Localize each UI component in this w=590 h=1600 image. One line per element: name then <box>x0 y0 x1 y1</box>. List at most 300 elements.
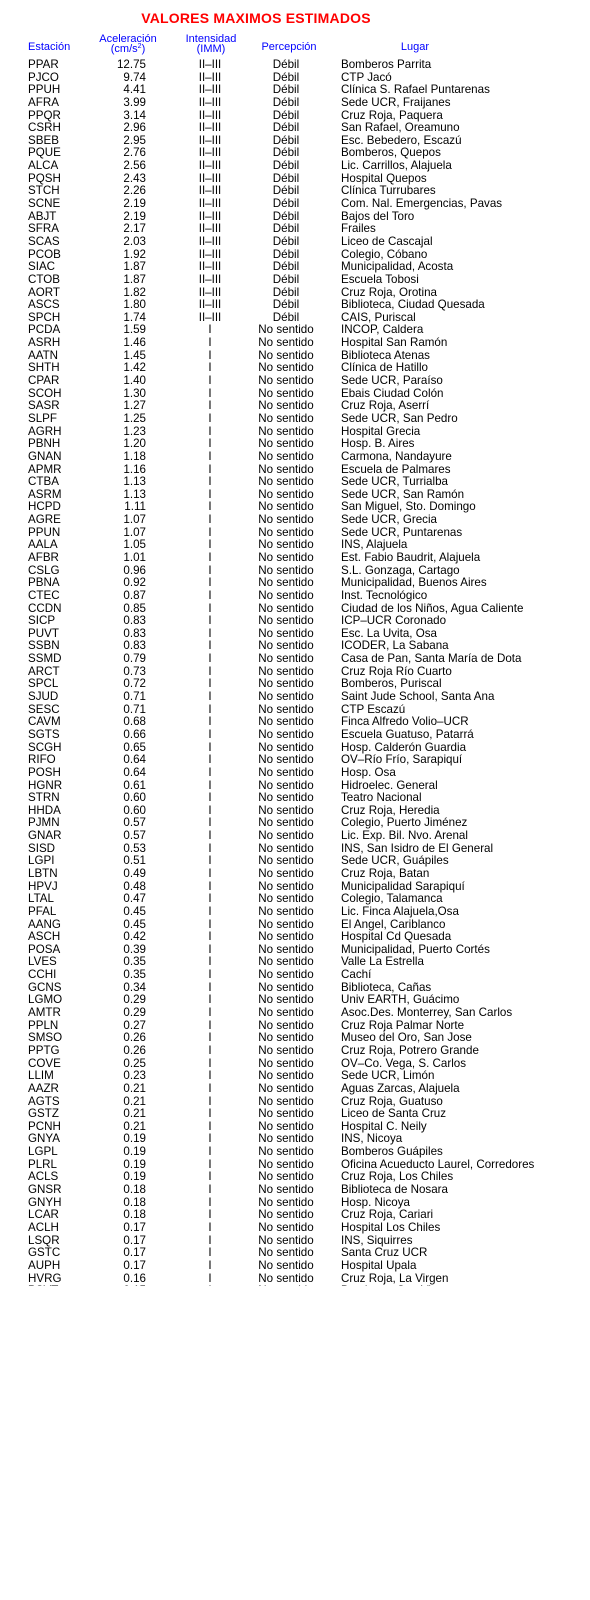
acceleration-value: 0.96 <box>123 563 146 577</box>
acceleration-value: 2.19 <box>123 197 146 211</box>
table-row <box>0 1247 590 1260</box>
acceleration-value: 2.19 <box>123 209 146 223</box>
intensity-value: I <box>208 1018 212 1032</box>
acceleration-value: 0.21 <box>123 1107 146 1121</box>
location-name: Hospital C. Neily <box>341 1119 427 1133</box>
table-row <box>0 261 590 274</box>
intensity-value: I <box>208 1145 212 1159</box>
location-name: Biblioteca, Cañas <box>341 980 432 994</box>
intensity-value: I <box>208 1157 212 1171</box>
station-code: GSTZ <box>28 1107 59 1121</box>
acceleration-value: 1.27 <box>123 399 146 413</box>
location-name: INS, Alajuela <box>341 538 408 552</box>
perception-value: No sentido <box>258 462 314 476</box>
acceleration-value: 0.83 <box>123 639 146 653</box>
station-code: LGPI <box>28 854 55 868</box>
station-code: PPQR <box>28 108 61 122</box>
intensity-value: I <box>208 904 212 918</box>
perception-value: No sentido <box>258 778 314 792</box>
table-row <box>0 653 590 666</box>
intensity-value: I <box>208 702 212 716</box>
station-code: SISD <box>28 841 56 855</box>
location-name: Finca Alfredo Volio–UCR <box>341 715 469 729</box>
intensity-value: I <box>208 626 212 640</box>
unit-close: ) <box>141 43 146 55</box>
table-row <box>0 754 590 767</box>
perception-value: Débil <box>272 298 300 312</box>
perception-value: No sentido <box>258 677 314 691</box>
acceleration-value: 1.30 <box>123 386 146 400</box>
perception-value: No sentido <box>258 1069 314 1083</box>
location-name: El Angel, Cariblanco <box>341 917 446 931</box>
perception-value: No sentido <box>258 348 314 362</box>
intensity-value: I <box>208 791 212 805</box>
acceleration-value: 0.19 <box>123 1157 146 1171</box>
acceleration-value: 0.51 <box>123 854 146 868</box>
station-code: ABJT <box>28 209 57 223</box>
acceleration-value: 0.87 <box>123 588 146 602</box>
perception-value: No sentido <box>258 942 314 956</box>
table-row <box>0 1184 590 1197</box>
acceleration-value: 0.83 <box>123 614 146 628</box>
location-name: Sede UCR, Grecia <box>341 513 438 527</box>
station-code: ALCA <box>28 159 59 173</box>
perception-value: No sentido <box>258 1006 314 1020</box>
intensity-value: II–III <box>198 146 222 160</box>
perception-value: Débil <box>272 184 300 198</box>
station-code: CTBA <box>28 475 59 489</box>
acceleration-value: 0.34 <box>123 980 146 994</box>
location-name: Hosp. Nicoya <box>341 1195 410 1209</box>
intensity-value: I <box>208 803 212 817</box>
location-name: OV–Co. Vega, S. Carlos <box>341 1056 467 1070</box>
location-name: OV–Río Frío, Sarapiquí <box>341 753 463 767</box>
location-name: Hosp. B. Aires <box>341 437 415 451</box>
intensity-value: I <box>208 437 212 451</box>
perception-value: No sentido <box>258 1170 314 1184</box>
station-code: AATN <box>28 348 59 362</box>
table-row <box>0 337 590 350</box>
intensity-value: II–III <box>198 133 222 147</box>
acceleration-value: 4.41 <box>123 83 146 97</box>
perception-value: Débil <box>272 146 300 160</box>
station-code: LGPL <box>28 1145 58 1159</box>
acceleration-value: 0.60 <box>123 803 146 817</box>
location-name: Carmona, Nandayure <box>341 449 452 463</box>
intensity-value: I <box>208 1208 212 1222</box>
table-row <box>0 868 590 881</box>
location-name: Est. Fabio Baudrit, Alajuela <box>341 550 481 564</box>
acceleration-value: 1.82 <box>123 285 146 299</box>
acceleration-value: 0.29 <box>123 993 146 1007</box>
location-name: San Rafael, Oreamuno <box>341 121 460 135</box>
location-name: Cruz Roja, Heredia <box>341 803 440 817</box>
station-code: CAVM <box>28 715 61 729</box>
location-name: Colegio, Cóbano <box>341 247 428 261</box>
location-name: Lic. Exp. Bil. Nvo. Arenal <box>341 829 468 843</box>
intensity-value: II–III <box>198 209 222 223</box>
location-name: ICP–UCR Coronado <box>341 614 447 628</box>
intensity-value: I <box>208 917 212 931</box>
intensity-value: I <box>208 639 212 653</box>
station-code: PCOB <box>28 247 61 261</box>
location-name: Aguas Zarcas, Alajuela <box>341 1081 460 1095</box>
acceleration-value: 0.23 <box>123 1069 146 1083</box>
perception-value: Débil <box>272 247 300 261</box>
intensity-value: II–III <box>198 222 222 236</box>
station-code: POSH <box>28 765 61 779</box>
location-name: Liceo de Cascajal <box>341 234 433 248</box>
perception-value: No sentido <box>258 500 314 514</box>
perception-value: No sentido <box>258 639 314 653</box>
table-row <box>0 451 590 464</box>
location-name: Cruz Roja, Potrero Grande <box>341 1043 479 1057</box>
table-row <box>0 969 590 982</box>
perception-value: No sentido <box>258 424 314 438</box>
acceleration-value: 0.25 <box>123 1056 146 1070</box>
perception-value: No sentido <box>258 1081 314 1095</box>
station-code: LCAR <box>28 1208 59 1222</box>
station-code: PBNH <box>28 437 61 451</box>
intensity-value: I <box>208 1094 212 1108</box>
location-name: Cachí <box>341 968 372 982</box>
acceleration-value: 0.45 <box>123 904 146 918</box>
acceleration-value: 0.17 <box>123 1246 146 1260</box>
perception-value: Débil <box>272 83 300 97</box>
intensity-value: I <box>208 993 212 1007</box>
perception-value: Débil <box>272 209 300 223</box>
acceleration-value: 1.40 <box>123 374 146 388</box>
acceleration-value: 1.46 <box>123 336 146 350</box>
intensity-value: I <box>208 1246 212 1260</box>
perception-value: No sentido <box>258 829 314 843</box>
station-code: SCOH <box>28 386 62 400</box>
location-name: Com. Nal. Emergencias, Pavas <box>341 197 503 211</box>
station-code: PPAR <box>28 58 59 71</box>
intensity-value: I <box>208 652 212 666</box>
intensity-value: I <box>208 1170 212 1184</box>
perception-value: No sentido <box>258 791 314 805</box>
table-row <box>0 413 590 426</box>
table-row <box>0 97 590 110</box>
station-code: PJMN <box>28 816 60 830</box>
location-name: Biblioteca de Nosara <box>341 1183 448 1197</box>
table-row <box>0 792 590 805</box>
station-code: SICP <box>28 614 56 628</box>
table-row <box>0 375 590 388</box>
intensity-value: I <box>208 424 212 438</box>
acceleration-value: 1.07 <box>123 525 146 539</box>
location-name: CTP Jacó <box>341 70 392 84</box>
table-row <box>0 1260 590 1273</box>
acceleration-value: 1.01 <box>123 550 146 564</box>
location-name: Esc. La Uvita, Osa <box>341 626 438 640</box>
header-lugar <box>340 42 490 52</box>
intensity-value: I <box>208 778 212 792</box>
unit-base: (cm/s <box>110 43 138 55</box>
acceleration-value: 0.71 <box>123 702 146 716</box>
intensity-value: I <box>208 487 212 501</box>
location-name: S.L. Gonzaga, Cartago <box>341 563 460 577</box>
header-aceleracion-unit <box>82 44 174 54</box>
station-code: SJUD <box>28 690 59 704</box>
header-intensidad-label: Intensidad <box>185 33 237 45</box>
table-row <box>0 476 590 489</box>
perception-value: No sentido <box>258 1271 314 1285</box>
intensity-value: I <box>208 715 212 729</box>
table-row <box>0 1045 590 1058</box>
location-name: Hosp. Osa <box>341 765 396 779</box>
acceleration-value: 0.26 <box>123 1043 146 1057</box>
table-row <box>0 198 590 211</box>
station-code: SSBN <box>28 639 60 653</box>
acceleration-value: 1.59 <box>123 323 146 337</box>
intensity-value: I <box>208 1119 212 1133</box>
perception-value: Débil <box>272 260 300 274</box>
perception-value: No sentido <box>258 1246 314 1260</box>
location-name: Sede UCR, Paraíso <box>341 374 443 388</box>
perception-value: No sentido <box>258 1043 314 1057</box>
perception-value: Débil <box>272 272 300 286</box>
location-name: Casa de Pan, Santa María de Dota <box>341 652 522 666</box>
station-code: AGTS <box>28 1094 60 1108</box>
perception-value: No sentido <box>258 917 314 931</box>
station-code: APMR <box>28 462 62 476</box>
acceleration-value: 0.92 <box>123 576 146 590</box>
station-code: AFRA <box>28 95 59 109</box>
station-code: HPVJ <box>28 879 58 893</box>
station-code: SIAC <box>28 260 56 274</box>
station-code: GNAN <box>28 449 62 463</box>
location-name: Valle La Estrella <box>341 955 424 969</box>
acceleration-value: 3.99 <box>123 95 146 109</box>
acceleration-value: 0.64 <box>123 753 146 767</box>
perception-value: Débil <box>272 121 300 135</box>
station-code: CTOB <box>28 272 60 286</box>
location-name: Clínica de Hatillo <box>341 361 428 375</box>
acceleration-value: 0.64 <box>123 765 146 779</box>
location-name: Sede UCR, Turrialba <box>341 475 448 489</box>
location-name: Lic. Finca Alajuela,Osa <box>341 904 459 918</box>
location-name: Colegio, Puerto Jiménez <box>341 816 468 830</box>
intensity-value: I <box>208 614 212 628</box>
table-row <box>0 906 590 919</box>
location-name: Asoc.Des. Monterrey, San Carlos <box>341 1006 513 1020</box>
acceleration-value: 1.87 <box>123 272 146 286</box>
acceleration-value: 1.20 <box>123 437 146 451</box>
acceleration-value: 0.68 <box>123 715 146 729</box>
intensity-value: I <box>208 942 212 956</box>
acceleration-value: 0.21 <box>123 1081 146 1095</box>
intensity-value: II–III <box>198 298 222 312</box>
acceleration-value: 2.17 <box>123 222 146 236</box>
perception-value: Débil <box>272 222 300 236</box>
intensity-value: I <box>208 576 212 590</box>
location-name: Sede UCR, San Ramón <box>341 487 465 501</box>
location-name: Cruz Roja, La Virgen <box>341 1271 449 1285</box>
table-row <box>0 767 590 780</box>
perception-value: No sentido <box>258 1107 314 1121</box>
perception-value: Débil <box>272 133 300 147</box>
acceleration-value: 1.42 <box>123 361 146 375</box>
unit-exponent: 2 <box>137 43 142 50</box>
intensity-value: I <box>208 1258 212 1272</box>
intensity-value: I <box>208 361 212 375</box>
intensity-value: II–III <box>198 83 222 97</box>
station-code: AORT <box>28 285 60 299</box>
intensity-value: I <box>208 892 212 906</box>
acceleration-value: 0.71 <box>123 690 146 704</box>
location-name: Ebais Ciudad Colón <box>341 386 444 400</box>
station-code: SPCH <box>28 310 61 324</box>
perception-value: No sentido <box>258 1208 314 1222</box>
intensity-value: II–III <box>198 260 222 274</box>
perception-value: No sentido <box>258 803 314 817</box>
intensity-value: I <box>208 879 212 893</box>
perception-value: No sentido <box>258 1183 314 1197</box>
acceleration-value: 1.87 <box>123 260 146 274</box>
acceleration-value: 0.57 <box>123 816 146 830</box>
perception-value: Débil <box>272 197 300 211</box>
perception-value: No sentido <box>258 576 314 590</box>
location-name: Teatro Nacional <box>341 791 422 805</box>
location-name: Municipalidad, Acosta <box>341 260 454 274</box>
perception-value: No sentido <box>258 374 314 388</box>
intensity-value: I <box>208 513 212 527</box>
location-name: Clínica Turrubares <box>341 184 436 198</box>
station-code: PPUN <box>28 525 61 539</box>
station-code: HCPD <box>28 500 61 514</box>
perception-value: No sentido <box>258 690 314 704</box>
location-name: INS, Nicoya <box>341 1132 403 1146</box>
station-code: PQSH <box>28 171 61 185</box>
intensity-value: II–III <box>198 95 222 109</box>
station-code: STCH <box>28 184 60 198</box>
location-name: Biblioteca Atenas <box>341 348 430 362</box>
location-name: Bomberos Guápiles <box>341 1145 443 1159</box>
perception-value: No sentido <box>258 854 314 868</box>
intensity-value: I <box>208 980 212 994</box>
acceleration-value: 0.39 <box>123 942 146 956</box>
intensity-value: I <box>208 500 212 514</box>
perception-value: Débil <box>272 108 300 122</box>
table-row <box>0 236 590 249</box>
acceleration-value: 0.85 <box>123 601 146 615</box>
station-code: SSMD <box>28 652 62 666</box>
perception-value: No sentido <box>258 652 314 666</box>
intensity-value: I <box>208 399 212 413</box>
table-row <box>0 691 590 704</box>
intensity-value: II–III <box>198 184 222 198</box>
perception-value: No sentido <box>258 968 314 982</box>
perception-value: No sentido <box>258 1018 314 1032</box>
page-title: VALORES MAXIMOS ESTIMADOS <box>141 10 371 26</box>
location-name: Hospital Grecia <box>341 424 421 438</box>
acceleration-value: 2.76 <box>123 146 146 160</box>
intensity-value: I <box>208 765 212 779</box>
perception-value: No sentido <box>258 993 314 1007</box>
intensity-value: I <box>208 1069 212 1083</box>
station-code: AMTR <box>28 1006 61 1020</box>
location-name: Cruz Roja, Guatuso <box>341 1094 443 1108</box>
intensity-value: I <box>208 348 212 362</box>
station-code: AALA <box>28 538 58 552</box>
perception-value: Débil <box>272 171 300 185</box>
intensity-value: I <box>208 955 212 969</box>
location-name: Liceo de Santa Cruz <box>341 1107 447 1121</box>
location-name: Cruz Roja, Aserrí <box>341 399 430 413</box>
intensity-value: I <box>208 968 212 982</box>
station-code: SCGH <box>28 740 62 754</box>
acceleration-value: 0.29 <box>123 1006 146 1020</box>
location-name: Colegio, Talamanca <box>341 892 443 906</box>
acceleration-value: 2.96 <box>123 121 146 135</box>
perception-value: No sentido <box>258 1195 314 1209</box>
perception-value: No sentido <box>258 525 314 539</box>
intensity-value: I <box>208 1081 212 1095</box>
station-code: SCNE <box>28 197 61 211</box>
station-code: GCNS <box>28 980 62 994</box>
location-name: Escuela Tobosi <box>341 272 419 286</box>
table-row <box>0 160 590 173</box>
location-name: Hospital Upala <box>341 1258 417 1272</box>
station-code: LBTN <box>28 867 58 880</box>
acceleration-value: 1.92 <box>123 247 146 261</box>
intensity-value: II–III <box>198 108 222 122</box>
intensity-value: I <box>208 1183 212 1197</box>
perception-value: No sentido <box>258 904 314 918</box>
acceleration-value: 0.35 <box>123 955 146 969</box>
location-name: Biblioteca, Ciudad Quesada <box>341 298 485 312</box>
station-code: AAZR <box>28 1081 59 1095</box>
acceleration-value: 0.66 <box>123 727 146 741</box>
acceleration-value: 0.49 <box>123 867 146 880</box>
station-code: SGTS <box>28 727 60 741</box>
location-name: Bomberos, Quepos <box>341 146 441 160</box>
intensity-value: I <box>208 930 212 944</box>
acceleration-value: 0.53 <box>123 841 146 855</box>
table-row <box>0 577 590 590</box>
intensity-value: II–III <box>198 272 222 286</box>
station-code: ASRM <box>28 487 62 501</box>
table-row <box>0 514 590 527</box>
location-name: Bajos del Toro <box>341 209 415 223</box>
station-code: CCDN <box>28 601 62 615</box>
station-code: PPUH <box>28 83 61 97</box>
table-row <box>0 729 590 742</box>
station-code: AGRH <box>28 424 62 438</box>
perception-value: No sentido <box>258 1119 314 1133</box>
intensity-value: I <box>208 1031 212 1045</box>
perception-value: No sentido <box>258 475 314 489</box>
intensity-value: I <box>208 841 212 855</box>
acceleration-value: 1.05 <box>123 538 146 552</box>
station-code: SESC <box>28 702 60 716</box>
acceleration-value: 9.74 <box>123 70 146 84</box>
acceleration-value: 12.75 <box>116 58 146 71</box>
location-name: Hospital Quepos <box>341 171 427 185</box>
location-name: Museo del Oro, San Jose <box>341 1031 472 1045</box>
perception-value: Débil <box>272 285 300 299</box>
location-name: Lic. Carrillos, Alajuela <box>341 159 452 173</box>
location-name: Saint Jude School, Santa Ana <box>341 690 495 704</box>
acceleration-value: 1.18 <box>123 449 146 463</box>
intensity-value: I <box>208 538 212 552</box>
location-name: Hidroelec. General <box>341 778 438 792</box>
location-name: Clínica S. Rafael Puntarenas <box>341 83 490 97</box>
location-name: Cruz Roja, Batan <box>341 867 430 880</box>
station-code: HGNR <box>28 778 63 792</box>
